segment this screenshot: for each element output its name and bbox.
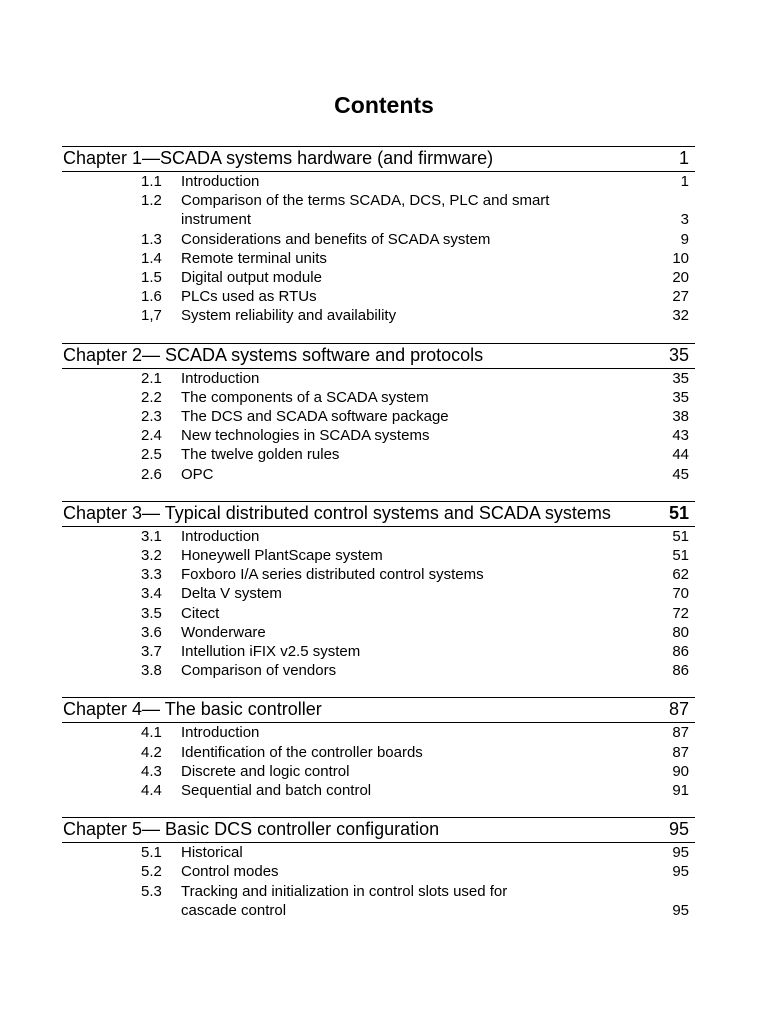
entry-title: The twelve golden rules <box>181 446 340 464</box>
chapter-section <box>62 501 695 681</box>
entry-page-number: 95 <box>672 901 689 919</box>
entry-page-number: 10 <box>672 249 689 267</box>
chapter-heading <box>62 146 695 172</box>
entry-page-number: 80 <box>672 623 689 641</box>
entry-number: 2.1 <box>141 369 162 387</box>
toc-entry <box>62 230 695 249</box>
chapter-page-number: 1 <box>678 148 689 168</box>
chapter-section <box>62 817 695 920</box>
toc-entry <box>62 642 695 661</box>
toc-entry <box>62 661 695 680</box>
entry-title: Wonderware <box>181 623 266 641</box>
entry-number: 2.4 <box>141 427 162 445</box>
entry-number: 1.5 <box>141 269 162 287</box>
entry-title: Identification of the controller boards <box>181 743 423 761</box>
toc-entry <box>62 762 695 781</box>
entry-number: 5.1 <box>141 844 162 862</box>
chapter-title: Chapter 3— Typical distributed control systems and SCADA systems <box>63 502 611 523</box>
entry-number: 1,7 <box>141 307 162 325</box>
entry-page-number: 20 <box>672 269 689 287</box>
entry-number: 1.4 <box>141 249 162 267</box>
toc-entry <box>62 604 695 623</box>
entry-number: 3.4 <box>141 585 162 603</box>
toc-entry <box>62 843 695 862</box>
entry-page-number: 87 <box>672 743 689 761</box>
entry-title: Introduction <box>181 369 260 387</box>
entry-page-number: 27 <box>672 288 689 306</box>
entry-page-number: 86 <box>672 643 689 661</box>
entry-number: 3.8 <box>141 662 162 680</box>
entry-title: Remote terminal units <box>181 249 327 267</box>
entry-number: 1.2 <box>141 192 162 210</box>
entry-title: Introduction <box>181 527 260 545</box>
toc-entry <box>62 268 695 287</box>
toc-entry <box>62 584 695 603</box>
toc-entry <box>62 191 695 229</box>
page-title: Contents <box>334 92 434 118</box>
entry-number: 5.3 <box>141 882 162 900</box>
entry-title: Introduction <box>181 724 260 742</box>
entry-number: 3.5 <box>141 604 162 622</box>
chapter-heading <box>62 697 695 723</box>
entry-title: OPC <box>181 465 214 483</box>
entry-page-number: 35 <box>672 388 689 406</box>
entry-page-number: 91 <box>672 782 689 800</box>
entry-page-number: 95 <box>672 863 689 881</box>
entry-page-number: 44 <box>672 446 689 464</box>
toc-entry <box>62 623 695 642</box>
entry-title: New technologies in SCADA systems <box>181 427 430 445</box>
entry-number: 2.6 <box>141 465 162 483</box>
entry-number: 2.5 <box>141 446 162 464</box>
toc-entry <box>62 172 695 191</box>
entry-page-number: 43 <box>672 427 689 445</box>
toc-entry <box>62 445 695 464</box>
entry-number: 3.6 <box>141 623 162 641</box>
entry-page-number: 45 <box>672 465 689 483</box>
entry-title: instrument <box>181 211 252 229</box>
entry-title: cascade control <box>181 901 287 919</box>
entry-number: 5.2 <box>141 863 162 881</box>
entry-number: 1.3 <box>141 230 162 248</box>
entry-title: Comparison of vendors <box>181 662 337 680</box>
entry-title: PLCs used as RTUs <box>181 288 317 306</box>
entry-page-number: 95 <box>672 844 689 862</box>
chapter-section <box>62 697 695 800</box>
entry-number: 2.2 <box>141 388 162 406</box>
chapter-title: Chapter 5— Basic DCS controller configuration <box>63 819 440 840</box>
chapter-heading <box>62 501 695 527</box>
chapter-title: Chapter 2— SCADA systems software and protocols <box>63 344 484 365</box>
entry-page-number: 3 <box>680 211 689 229</box>
chapter-page-number: 35 <box>668 344 689 365</box>
entry-title: Comparison of the terms SCADA, DCS, PLC and smart <box>181 192 550 210</box>
table-of-contents <box>62 146 695 937</box>
toc-entry <box>62 249 695 268</box>
toc-entry <box>62 781 695 800</box>
entry-page-number: 86 <box>672 662 689 680</box>
entry-title: Considerations and benefits of SCADA system <box>181 230 491 248</box>
entry-page-number: 32 <box>672 307 689 325</box>
chapter-section <box>62 146 695 326</box>
entry-title: Sequential and batch control <box>181 782 372 800</box>
chapter-page-number: 87 <box>668 699 689 720</box>
entry-page-number: 38 <box>672 408 689 426</box>
entry-title: Foxboro I/A series distributed control systems <box>181 566 484 584</box>
chapter-title: Chapter 1—SCADA systems hardware (and firmware) <box>63 148 494 168</box>
entry-page-number: 51 <box>672 547 689 565</box>
entry-page-number: 72 <box>672 604 689 622</box>
entry-page-number: 9 <box>680 230 689 248</box>
entry-page-number: 87 <box>672 724 689 742</box>
toc-entry <box>62 723 695 742</box>
entry-title: Discrete and logic control <box>181 762 350 780</box>
entry-number: 3.3 <box>141 566 162 584</box>
entry-number: 3.7 <box>141 643 162 661</box>
toc-entry <box>62 287 695 306</box>
entry-title: The components of a SCADA system <box>181 388 429 406</box>
chapter-heading <box>62 343 695 369</box>
entry-number: 1.6 <box>141 288 162 306</box>
entry-page-number: 51 <box>672 527 689 545</box>
entry-page-number: 90 <box>672 762 689 780</box>
toc-entry <box>62 862 695 881</box>
entry-page-number: 1 <box>680 173 689 190</box>
entry-title: The DCS and SCADA software package <box>181 408 449 426</box>
entry-title: Intellution iFIX v2.5 system <box>181 643 361 661</box>
entry-title: Honeywell PlantScape system <box>181 547 383 565</box>
entry-number: 1.1 <box>141 173 162 190</box>
entry-title: Historical <box>181 844 243 862</box>
toc-entry <box>62 465 695 484</box>
entry-title: Introduction <box>181 173 260 190</box>
entry-number: 3.2 <box>141 547 162 565</box>
entry-page-number: 70 <box>672 585 689 603</box>
entry-page-number: 62 <box>672 566 689 584</box>
chapter-page-number: 95 <box>668 819 689 840</box>
toc-entry <box>62 546 695 565</box>
toc-entry <box>62 426 695 445</box>
entry-title: Tracking and initialization in control slots used for <box>181 882 508 900</box>
entry-title: Control modes <box>181 863 279 881</box>
toc-entry <box>62 882 695 920</box>
toc-entry <box>62 743 695 762</box>
toc-entry <box>62 388 695 407</box>
toc-entry <box>62 306 695 325</box>
entry-title: Delta V system <box>181 585 282 603</box>
toc-entry <box>62 565 695 584</box>
entry-title: System reliability and availability <box>181 307 397 325</box>
entry-number: 4.1 <box>141 724 162 742</box>
entry-title: Digital output module <box>181 269 322 287</box>
toc-entry <box>62 369 695 388</box>
chapter-heading <box>62 817 695 843</box>
chapter-title: Chapter 4— The basic controller <box>63 699 322 720</box>
entry-page-number: 35 <box>672 369 689 387</box>
toc-entry <box>62 527 695 546</box>
chapter-page-number: 51 <box>668 502 689 523</box>
entry-number: 4.2 <box>141 743 162 761</box>
entry-number: 3.1 <box>141 527 162 545</box>
entry-title: Citect <box>181 604 220 622</box>
entry-number: 2.3 <box>141 408 162 426</box>
chapter-section <box>62 343 695 484</box>
entry-number: 4.3 <box>141 762 162 780</box>
entry-number: 4.4 <box>141 782 162 800</box>
toc-entry <box>62 407 695 426</box>
